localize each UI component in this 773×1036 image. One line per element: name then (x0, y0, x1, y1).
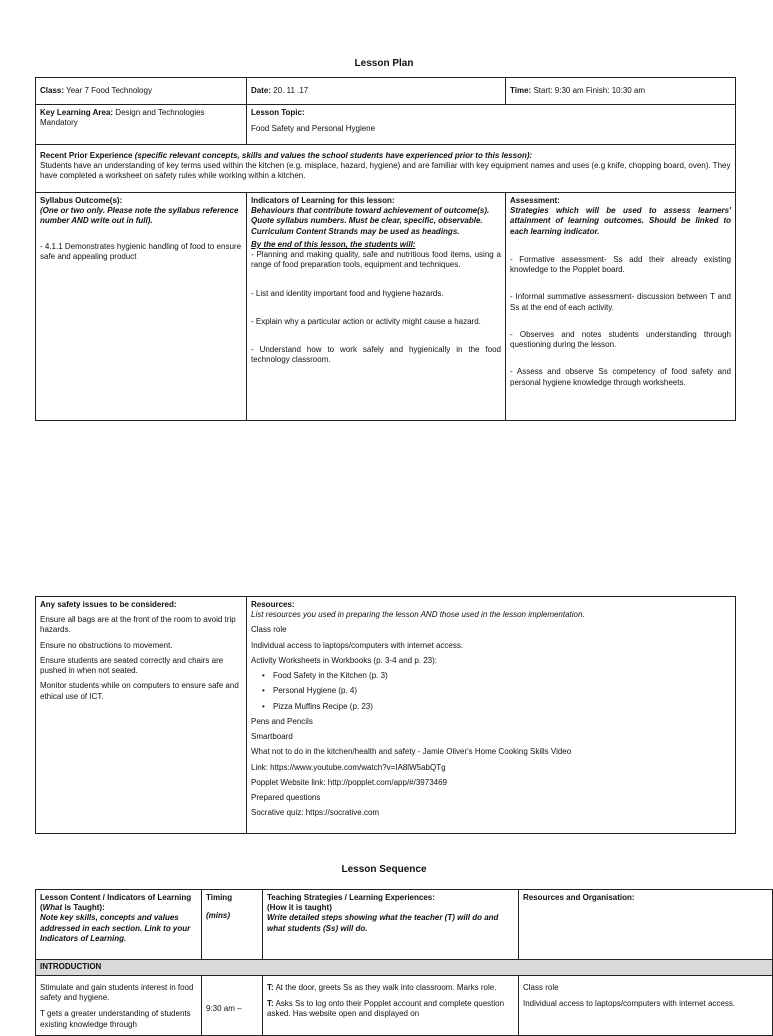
assessment-item: - Informal summative assessment- discussion between T and Ss at the end of each activity. (510, 292, 731, 312)
resource-item: Smartboard (251, 732, 293, 742)
indicators-cell: Indicators of Learning for this lesson: Behaviours that contribute toward achievement of outcome(s). Quote syllabus numbers. Must be clear, specific, observable. Curriculum Content Strands may be used as headings. By the end of this lesson, the students will: - Planning and making quality, safe and nutritious food items, using a range of food preparation tools, equipment and techniques. - List and identity important food and hygiene hazards. - Explain why a particular action or activity might cause a hazard. - Understand how to work safely and hygienically in the food technology classroom. (247, 193, 506, 421)
indicator-item: - Explain why a particular action or activity might cause a hazard. (251, 316, 481, 326)
bullet-icon: • (262, 701, 265, 711)
socrative-link[interactable]: Socrative quiz: https://socrative.com (251, 808, 380, 818)
prior-experience-cell: Recent Prior Experience (specific relevant concepts, skills and values the school students have experienced prior to this lesson): Students have an understanding of key terms used within the kitchen (e.g. misplace, hazard, hygiene) and are familiar with key equipment names and uses (e.g knife, chopping board, oven). They have completed a worksheet on safety rules while working within a kitchen. (36, 145, 736, 193)
syllabus-cell: Syllabus Outcome(s): (One or two only. Please note the syllabus reference number AND write out in full). - 4.1.1 Demonstrates hygienic handling of food to ensure safe and appealing product (36, 193, 247, 421)
safety-item: Ensure no obstructions to movement. (40, 640, 173, 650)
assessment-cell: Assessment: Strategies which will be used to assess learners' attainment of learning outcomes. Should be linked to each learning indicator. - Formative assessment- Ss add their already existing knowledge to the Popplet board. - Informal summative assessment- discussion between T and Ss at the end of each activity. - Observes and notes students understanding through questioning during the lesson. - Assess and observe Ss competency of food safety and personal hygiene knowledge through worksheets. (506, 193, 736, 421)
resource-bullet: • Personal Hygiene (p. 4) (262, 686, 358, 696)
class-cell: Class: Year 7 Food Technology (36, 78, 247, 105)
intro-strategies-cell: T: At the door, greets Ss as they walk into classroom. Marks role. T: Asks Ss to log onto their Popplet account and complete question asked. Has website open and displayed on (263, 976, 519, 1036)
resource-item: Individual access to laptops/computers with internet access. (251, 640, 464, 650)
indicator-item: - Understand how to work safely and hygienically in the food technology classroom. (251, 345, 501, 365)
seq-col-timing-header: Timing (mins) (202, 890, 263, 960)
assessment-item: - Observes and notes students understanding through questioning during the lesson. (510, 329, 731, 350)
resource-item: Class role (251, 625, 287, 635)
lesson-plan-table (35, 77, 736, 421)
resources-cell: Resources: List resources you used in preparing the lesson AND those used in the lesson implementation. Class role Individual access to laptops/computers with internet access. Activity Worksheets in Workbooks (p. 3-4 and p. 23): • Food Safety in the Kitchen (p. 3) • Personal Hygiene (p. 4) • Pizza Muffins Recipe (p. 23) Pens and Pencils Smartboard What not to do in the kitchen/health and safety - Jamie Oliver's Home Cooking Skills Video Link: https://www.youtube.com/watch?v=IA8lW5abQTg Popplet Website link: http://popplet.com/app/#/3973469 Prepared questions Socrative quiz: https://socrative.com (247, 597, 736, 834)
bullet-icon: • (262, 671, 265, 681)
date-value: 20. 11 .17 (273, 85, 309, 95)
popplet-link[interactable]: Popplet Website link: http://popplet.com/app/#/3973469 (251, 777, 447, 787)
bullet-icon: • (262, 686, 265, 696)
seq-col-content-header: Lesson Content / Indicators of Learning (What is Taught): Note key skills, concepts and values addressed in each section. Link to your Indicators of Learning. (36, 890, 202, 960)
indicator-item: - Planning and making quality, safe and nutritious food items, using a range of food preparation tools, equipment and techniques. (251, 250, 501, 270)
date-cell: Date: 20. 11 .17 (247, 78, 506, 105)
safety-resources-table (35, 596, 736, 834)
indicator-item: - List and identity important food and hygiene hazards. (251, 288, 444, 298)
time-cell: Time: Start: 9:30 am Finish: 10:30 am (506, 78, 736, 105)
assessment-item: - Formative assessment- Ss add their already existing knowledge to the Popplet board. (510, 254, 731, 275)
syllabus-outcome: - 4.1.1 Demonstrates hygienic handling of food to ensure safe and appealing product (40, 241, 242, 261)
youtube-link[interactable]: Link: https://www.youtube.com/watch?v=IA8lW5abQTg (251, 762, 446, 772)
prior-experience-text: Students have an understanding of key terms used within the kitchen (e.g. misplace, hazard, hygiene) and are familiar with key equipment names and uses (e.g knife, chopping board, oven). They have completed a worksheet on safety rules while working within a kitchen. (40, 161, 731, 181)
seq-col-strategies-header: Teaching Strategies / Learning Experiences: (How it is taught) Write detailed steps showing what the teacher (T) will do and what students (Ss) will do. (263, 890, 519, 960)
topic-cell: Lesson Topic: Food Safety and Personal Hygiene (247, 105, 736, 145)
resource-item: Activity Worksheets in Workbooks (p. 3-4 and p. 23): (251, 655, 438, 665)
resource-bullet: • Food Safety in the Kitchen (p. 3) (262, 671, 388, 681)
time-value: Start: 9:30 am Finish: 10:30 am (533, 85, 646, 95)
section-introduction: INTRODUCTION (36, 960, 773, 976)
resource-bullet: • Pizza Muffins Recipe (p. 23) (262, 701, 373, 711)
intro-timing-cell: 9:30 am – (202, 976, 263, 1036)
lesson-sequence-title: Lesson Sequence (341, 864, 427, 875)
resource-item: Pens and Pencils (251, 716, 313, 726)
kla-cell: Key Learning Area: Design and Technologies Mandatory (36, 105, 247, 145)
resource-item: Prepared questions (251, 793, 321, 803)
lesson-sequence-table (35, 889, 773, 1036)
lesson-plan-title: Lesson Plan (354, 58, 414, 69)
intro-content-cell: Stimulate and gain students interest in food safety and hygiene. T gets a greater understanding of students existing knowledge through (36, 976, 202, 1036)
resource-item: What not to do in the kitchen/health and safety - Jamie Oliver's Home Cooking Skills Video (251, 747, 572, 757)
topic-value: Food Safety and Personal Hygiene (251, 124, 376, 134)
intro-resources-cell: Class role Individual access to laptops/computers with internet access. (519, 976, 773, 1036)
assessment-item: - Assess and observe Ss competency of food safety and personal hygiene knowledge through worksheets. (510, 367, 731, 387)
safety-cell: Any safety issues to be considered: Ensure all bags are at the front of the room to avoid trip hazards. Ensure no obstructions to movement. Ensure students are seated correctly and chairs are pushed in when not seated. Monitor students while on computers to ensure safe and ethical use of ICT. (36, 597, 247, 834)
safety-item: Ensure students are seated correctly and chairs are pushed in when not seated. (40, 655, 224, 676)
safety-item: Monitor students while on computers to ensure safe and ethical use of ICT. (40, 681, 239, 701)
seq-col-resources-header: Resources and Organisation: (519, 890, 773, 960)
class-value: Year 7 Food Technology (66, 85, 152, 95)
safety-item: Ensure all bags are at the front of the room to avoid trip hazards. (40, 615, 236, 635)
